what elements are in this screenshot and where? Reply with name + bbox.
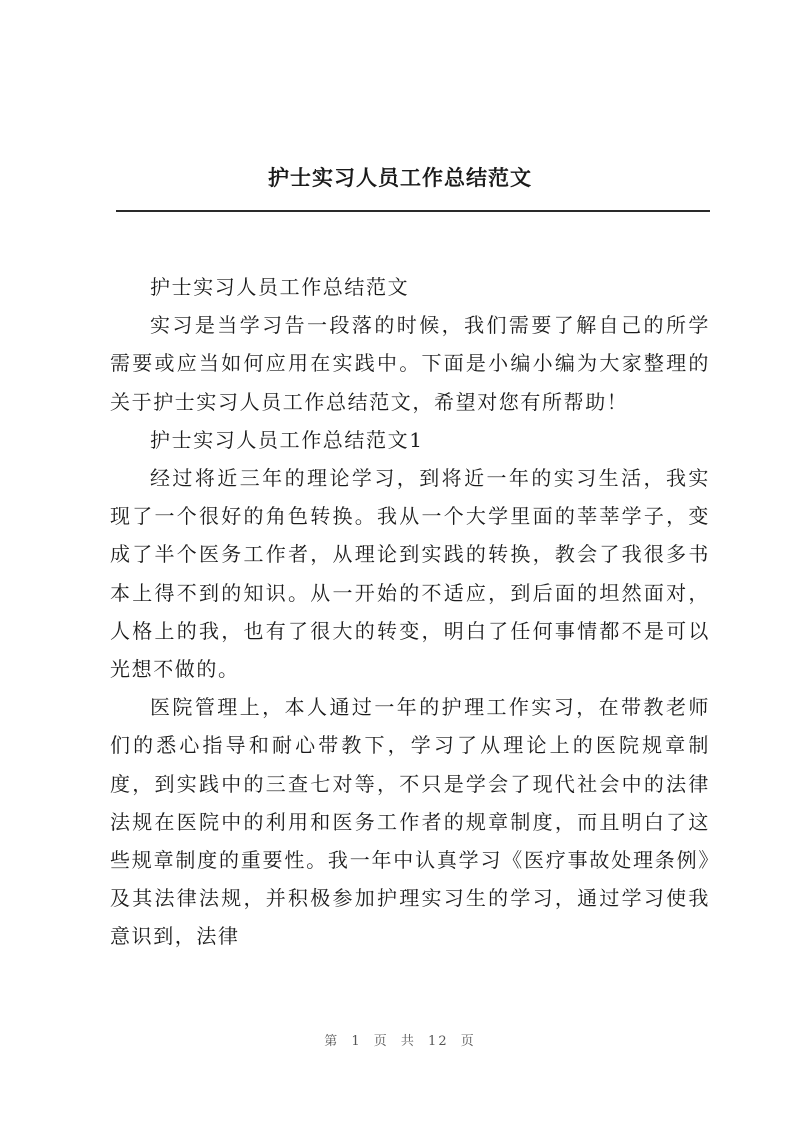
section-heading: 护士实习人员工作总结范文1	[150, 427, 424, 452]
body-paragraph: 医院管理上，本人通过一年的护理工作实习，在带教老师们的悉心指导和耐心带教下，学习了从理论上的医院规章制度，到实践中的三查七对等，不只是学会了现代社会中的法律法规在医院中的利用和医务工作者的规章制度，而且明白了这些规章制度的重要性。我一年中认真学习《医疗事故处理条例》及其法律法规，并积极参加护理实习生的学习，通过学习使我意识到，法律	[110, 695, 710, 949]
subtitle-paragraph: 护士实习人员工作总结范文	[150, 275, 410, 299]
body-paragraph: 经过将近三年的理论学习，到将近一年的实习生活，我实现了一个很好的角色转换。我从一个大学里面的莘莘学子，变成了半个医务工作者，从理论到实践的转换，教会了我很多书本上得不到的知识。从一开始的不适应，到后面的坦然面对，人格上的我，也有了很大的转变，明白了任何事情都不是可以光想不做的。	[110, 466, 710, 682]
intro-paragraph: 实习是当学习告一段落的时候，我们需要了解自己的所学需要或应当如何应用在实践中。下面是小编小编为大家整理的关于护士实习人员工作总结范文，希望对您有所帮助！	[110, 313, 710, 414]
page-title: 护士实习人员工作总结范文	[268, 165, 532, 190]
page-number-footer: 第 1 页 共 12 页	[324, 1034, 476, 1049]
title-divider	[116, 210, 710, 212]
document-body	[110, 268, 710, 956]
